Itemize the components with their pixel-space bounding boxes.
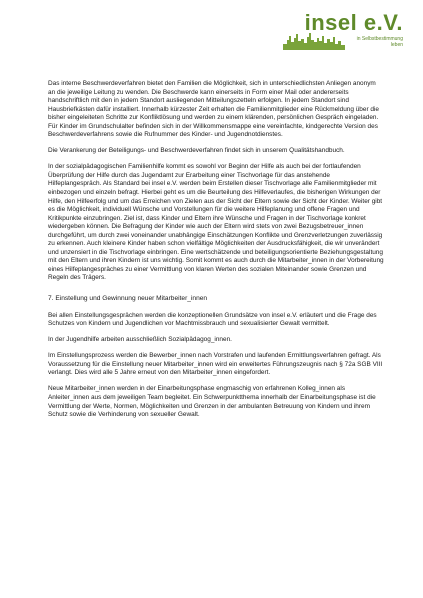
logo-tagline-line1: in Selbstbestimmung xyxy=(356,36,403,42)
paragraph-onboarding: Neue Mitarbeiter_innen werden in der Einarbeitungsphase engmaschig von erfahrenen Kolleg_innen als Anleiter_innen aus dem jeweiligen Team begleitet. Ein Schwerpunktthema innerhalb der Einarbeitungsphase ist die Vermittlung der Werte, Normen, Möglichkeiten und Grenzen in der ambulanten Betreuung von Kindern und ihrem Schutz sowie die Verhinderung von sexueller Gewalt. xyxy=(48,385,376,419)
insel-logo xyxy=(283,12,403,60)
paragraph-family-help: In der sozialpädagogischen Familienhilfe kommt es sowohl vor Beginn der Hilfe als auch bei der fortlaufenden Überprüfung der Hilfe durch das Jugendamt zur Erarbeitung einer Tischvorlage für das anstehende Hilfeplangespräch. Als Standard bei insel e.V. werden beim Erstellen dieser Tischvorlage alle Familienmitglieder mit einbezogen und einzeln befragt. Hierbei geht es um die Beurteilung des Hilfeverlaufes, die bisherigen Wirkungen der Hilfe, den Hilfeerfolg und um das Erreichen von Zielen aus der Sicht der Eltern sowie der Sicht der Kinder. Weiter gibt es die Möglichkeit, individuell Wünsche und Vorstellungen für die weitere Hilfeplanung und offene Fragen und Kritikpunkte einzubringen. Ziel ist, dass Kinder und Eltern ihre Wünsche und Fragen in der Tischvorlage konkret wiedergeben können. Die Befragung der Kinder wie auch der Eltern wird stets von zwei Bezugsbetreuer_innen durchgeführt, um durch zwei voneinander unabhängige Einschätzungen Konflikte und Grenzverletzungen zuverlässig zu erkennen. Auch kleinere Kinder haben schon vielfältige Möglichkeiten der Ausdrucksfähigkeit, die wir unverändert und unzensiert in die Tischvorlage einbringen. Eine wertschätzende und beteiligungsorientierte Beziehungsgestaltung mit den Eltern und ihren Kindern ist uns wichtig. Somit kommt es auch durch die Mitarbeiter_innen in der Vorbereitung eines Hilfeplangespräches zu einer Vermittlung von klaren Werten des sozialen Miteinander sowie Grenzen und Regeln des Trägers. xyxy=(48,163,384,282)
paragraph-quality-handbook: Die Verankerung der Beteiligungs- und Beschwerdeverfahren findet sich in unserem Qualitätshandbuch. xyxy=(48,147,345,155)
logo-tagline-line2: leben xyxy=(390,42,403,48)
paragraph-criminal-record: Im Einstellungsprozess werden die Bewerber_innen nach Vorstrafen und laufenden Ermittlungsverfahren gefragt. Als Voraussetzung für die Einstellung neuer Mitarbeiter_innen wird ein erweitertes Führungszeugnis nach § 72a SGB VIII verlangt. Dies wird alle 5 Jahre erneut von den Mitarbeiter_innen eingefordert. xyxy=(48,352,383,377)
paragraph-interviews: Bei allen Einstellungsgesprächen werden die konzeptionellen Grundsätze von insel e.V. erläutert und die Frage des Schutzes von Kindern und Jugendlichen vor Machtmissbrauch und sexualisierter Gewalt vermittelt. xyxy=(48,311,377,328)
paragraph-social-pedagogues: In der Jugendhilfe arbeiten ausschließlich Sozialpädagog_innen. xyxy=(48,336,232,344)
section-heading: 7. Einstellung und Gewinnung neuer Mitarbeiter_innen xyxy=(48,295,208,303)
paragraph-complaint-procedure: Das interne Beschwerdeverfahren bietet den Familien die Möglichkeit, sich in unterschiedlichsten Anliegen anonym an die jeweilige Leitung zu wenden. Die Beschwerde kann einerseits in Form einer Mail oder andererseits handschriftlich mit den in jedem Standort ausliegenden Mitteilungszetteln erfolgen. In jedem Standort sind Hausbriefkästen dafür installiert. Innerhalb kürzester Zeit erhalten die Familienmitglieder eine Rückmeldung über die bisher eingeleiteten Schritte zur Konfliktlösung und werden zu einem klärenden, persönlichen Gespräch eingeladen. Für Kinder im Grundschulalter befinden sich in der Willkommensmappe eine vereinfachte, kindgerechte Version des Beschwerdeverfahrens sowie die Rufnummer des Kinder- und Jugendnotdienstes. xyxy=(48,80,379,139)
logo-tagline xyxy=(357,36,403,48)
logo-wordmark: insel e.V. xyxy=(304,10,403,35)
document-body xyxy=(48,80,384,427)
